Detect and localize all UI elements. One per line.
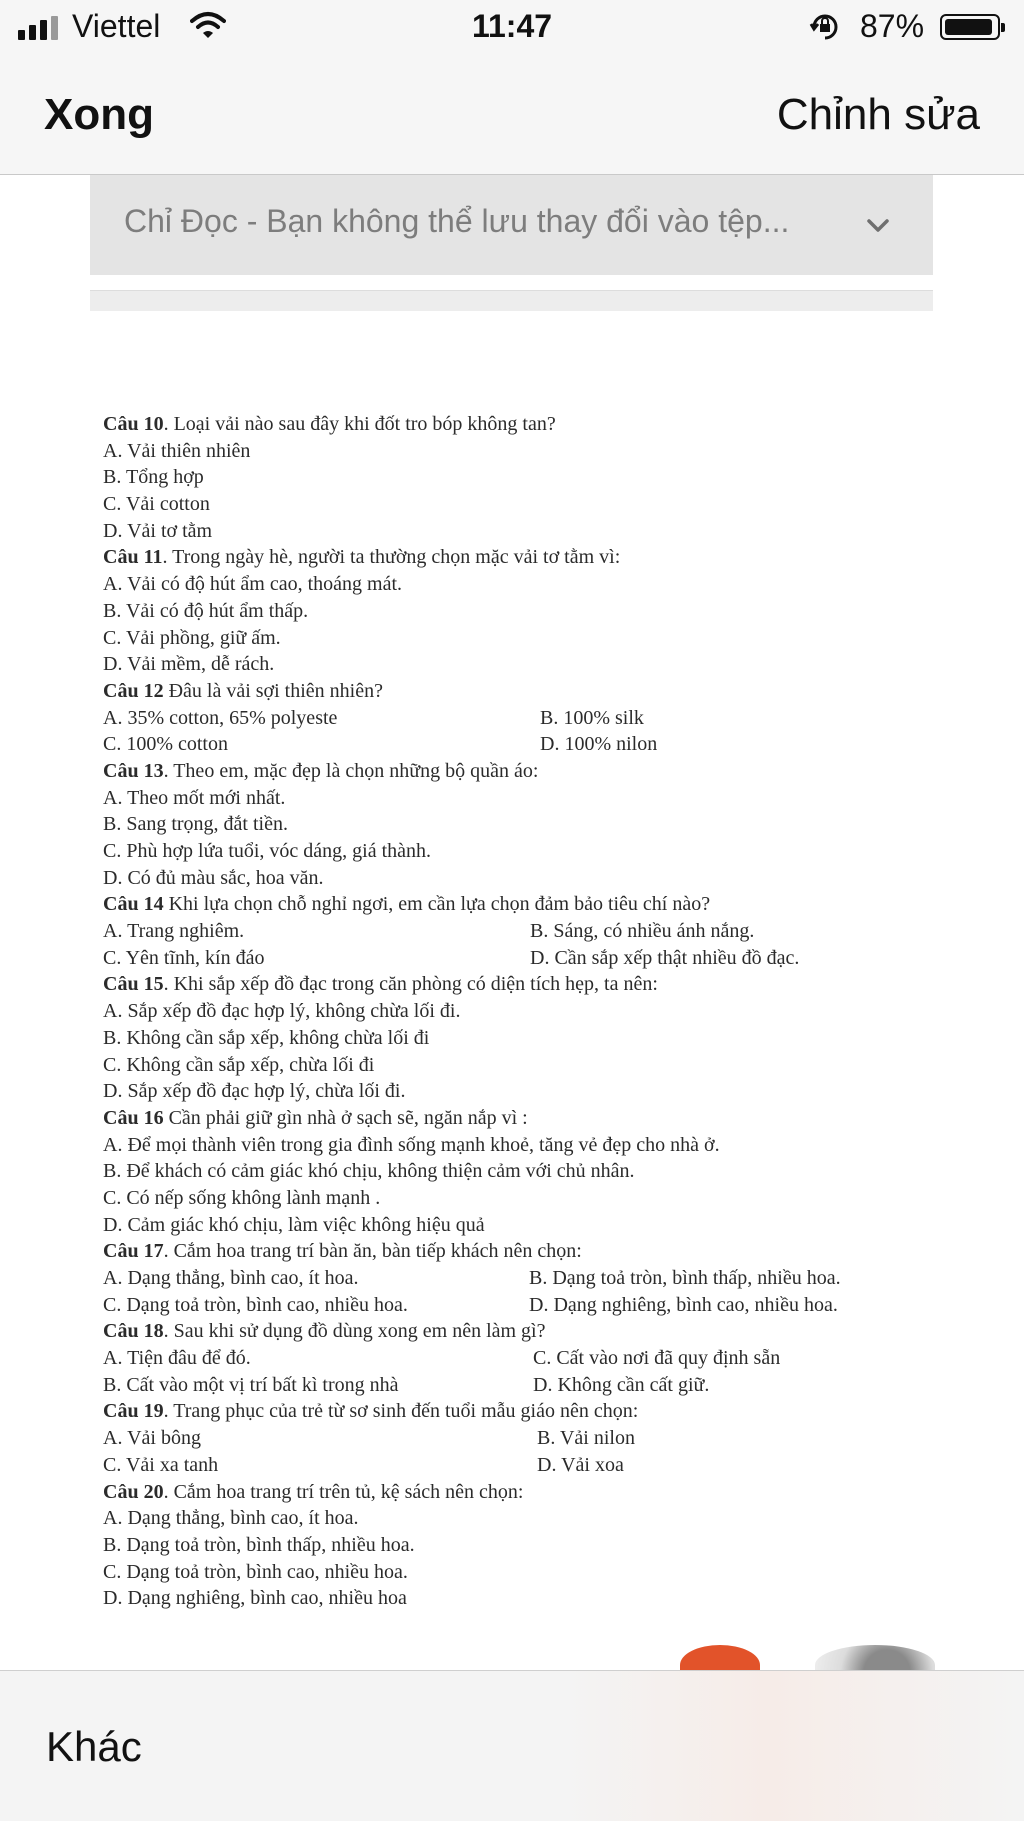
answer-option: B. Dạng toả tròn, bình thấp, nhiều hoa. [103, 1533, 415, 1556]
question-line [103, 891, 923, 918]
question-text: Theo em, mặc đẹp là chọn những bộ quần áo: [173, 759, 539, 782]
answer-row [103, 571, 923, 598]
answer-option: B. Vải có độ hút ẩm thấp. [103, 599, 309, 622]
answer-row [103, 1505, 923, 1532]
bottom-bar [0, 1670, 1024, 1821]
question-text: Khi lựa chọn chỗ nghỉ ngơi, em cần lựa chọn đảm bảo tiêu chí nào? [168, 893, 711, 916]
answer-option: B. Tổng hợp [103, 466, 204, 489]
answer-row [103, 598, 923, 625]
answer-option: A. Vải thiên nhiên [103, 439, 251, 462]
question-number: Câu 13 [103, 759, 164, 782]
answer-option: D. Cảm giác khó chịu, làm việc không hiệu quả [103, 1213, 485, 1236]
answer-row [103, 731, 923, 758]
answer-option: A. Vải có độ hút ẩm cao, thoáng mát. [103, 573, 403, 596]
answer-row [103, 1185, 923, 1212]
answer-row [103, 1132, 923, 1159]
answer-row [103, 1452, 923, 1479]
answer-option: C. Vải cotton [103, 493, 210, 516]
answer-row [103, 1292, 923, 1319]
question-line: Câu 15. Khi sắp xếp đồ đạc trong căn phòng có diện tích hẹp, ta nên: [103, 973, 658, 996]
answer-row [103, 811, 923, 838]
edit-button[interactable]: Chỉnh sửa [776, 90, 980, 139]
answer-option: C. Cất vào nơi đã quy định sẵn [533, 1347, 781, 1370]
answer-row [103, 438, 923, 465]
answer-option: D. Cần sắp xếp thật nhiều đồ đạc. [530, 946, 800, 969]
question-number: Câu 14 [103, 893, 164, 916]
answer-row [103, 1078, 923, 1105]
answer-option: A. Sắp xếp đồ đạc hợp lý, không chừa lối đi. [103, 1000, 461, 1023]
answer-option: A. Trang nghiêm. [103, 920, 245, 943]
answer-option: B. Không cần sắp xếp, không chừa lối đi [103, 1026, 430, 1049]
question-text: Đâu là vải sợi thiên nhiên? [168, 679, 383, 702]
answer-option: B. Để khách có cảm giác khó chịu, không thiện cảm với chủ nhân. [103, 1160, 635, 1183]
question-line: Câu 18. Sau khi sử dụng đồ dùng xong em nên làm gì? [103, 1320, 546, 1343]
answer-row [103, 785, 923, 812]
answer-row [103, 1345, 923, 1372]
rotation-lock-icon [808, 12, 842, 50]
answer-row [103, 945, 923, 972]
question-line: Câu 10. Loại vải nào sau đây khi đốt tro bóp không tan? [103, 413, 556, 435]
question-line: Câu 13. Theo em, mặc đẹp là chọn những bộ quần áo: [103, 759, 539, 782]
answer-row [103, 491, 923, 518]
read-only-banner[interactable] [90, 175, 933, 275]
document-viewer[interactable] [0, 175, 1024, 1669]
question-line: Câu 17. Cắm hoa trang trí bàn ăn, bàn tiếp khách nên chọn: [103, 1240, 582, 1263]
done-button[interactable]: Xong [44, 90, 154, 139]
question-line: Câu 11. Trong ngày hè, người ta thường chọn mặc vải tơ tằm vì: [103, 546, 621, 569]
question-number: Câu 20 [103, 1480, 164, 1503]
answer-row [103, 518, 923, 545]
answer-option: B. 100% silk [540, 706, 644, 729]
question-text: Loại vải nào sau đây khi đốt tro bóp không tan? [173, 413, 556, 435]
question-text: Cần phải giữ gìn nhà ở sạch sẽ, ngăn nắp vì : [168, 1106, 528, 1129]
answer-option: C. Phù hợp lứa tuổi, vóc dáng, giá thành. [103, 840, 432, 862]
carrier-name: Viettel [72, 8, 161, 44]
answer-option: C. Vải phồng, giữ ấm. [103, 626, 281, 649]
document-content [103, 411, 923, 1612]
question-number: Câu 15 [103, 973, 164, 996]
battery-level [945, 19, 992, 35]
answer-option: B. Vải nilon [537, 1427, 635, 1450]
toolbar-strip [90, 290, 933, 311]
clock-time: 11:47 [471, 8, 553, 44]
answer-option: C. Có nếp sống không lành mạnh . [103, 1186, 381, 1209]
answer-row [103, 1559, 923, 1586]
answer-option: C. 100% cotton [103, 733, 228, 756]
answer-option: D. Vải xoa [537, 1453, 624, 1476]
answer-option: C. Dạng toả tròn, bình cao, nhiều hoa. [103, 1560, 408, 1583]
question-number: Câu 12 [103, 679, 164, 702]
question-text: Khi sắp xếp đồ đạc trong căn phòng có diện tích hẹp, ta nên: [173, 973, 658, 996]
answer-row [103, 998, 923, 1025]
answer-option: B. Dạng toả tròn, bình thấp, nhiều hoa. [529, 1267, 841, 1289]
answer-row [103, 1158, 923, 1185]
answer-option: A. Dạng thẳng, bình cao, ít hoa. [103, 1507, 359, 1530]
navigation-bar [0, 56, 1024, 175]
answer-row [103, 1532, 923, 1559]
answer-row [103, 1025, 923, 1052]
answer-option: C. Vải xa tanh [103, 1453, 219, 1476]
answer-option: D. Sắp xếp đồ đạc hợp lý, chừa lối đi. [103, 1080, 406, 1103]
answer-option: B. Sáng, có nhiều ánh nắng. [530, 920, 755, 943]
answer-option: C. Yên tĩnh, kín đáo [103, 946, 265, 969]
answer-row [103, 838, 923, 865]
answer-option: C. Dạng toả tròn, bình cao, nhiều hoa. [103, 1293, 408, 1316]
answer-option: C. Không cần sắp xếp, chừa lối đi [103, 1053, 375, 1076]
question-line [103, 678, 923, 705]
answer-row [103, 705, 923, 732]
answer-option: D. Không cần cất giữ. [533, 1373, 710, 1396]
answer-option: A. Vải bông [103, 1427, 201, 1450]
answer-row [103, 1265, 923, 1292]
other-button[interactable]: Khác [46, 1723, 142, 1770]
battery-icon [940, 14, 1000, 40]
question-text: Sau khi sử dụng đồ dùng xong em nên làm gì? [173, 1320, 546, 1343]
question-line: Câu 20. Cắm hoa trang trí trên tủ, kệ sách nên chọn: [103, 1480, 524, 1503]
question-number: Câu 19 [103, 1400, 164, 1423]
question-number: Câu 17 [103, 1240, 164, 1263]
answer-option: D. Vải mềm, dễ rách. [103, 653, 275, 676]
chevron-down-icon[interactable] [861, 209, 895, 243]
question-line: Câu 19. Trang phục của trẻ từ sơ sinh đến tuổi mẫu giáo nên chọn: [103, 1400, 639, 1423]
answer-row [103, 1585, 923, 1612]
question-number: Câu 16 [103, 1106, 164, 1129]
answer-row [103, 651, 923, 678]
answer-row [103, 1372, 923, 1399]
answer-option: D. Vải tơ tằm [103, 519, 213, 542]
question-line [103, 1105, 923, 1132]
answer-option: A. Tiện đâu để đó. [103, 1347, 251, 1370]
question-text: Cắm hoa trang trí bàn ăn, bàn tiếp khách nên chọn: [173, 1240, 582, 1263]
battery-percent: 87% [860, 8, 925, 44]
answer-option: D. 100% nilon [540, 733, 658, 756]
question-number: Câu 11 [103, 546, 163, 569]
answer-option: D. Dạng nghiêng, bình cao, nhiều hoa [103, 1587, 407, 1610]
question-text: Trang phục của trẻ từ sơ sinh đến tuổi mẫu giáo nên chọn: [173, 1400, 639, 1423]
answer-option: B. Sang trọng, đắt tiền. [103, 813, 288, 836]
answer-row [103, 865, 923, 892]
status-bar [0, 0, 1024, 56]
answer-option: D. Có đủ màu sắc, hoa văn. [103, 866, 324, 889]
answer-row [103, 1052, 923, 1079]
answer-option: A. Dạng thẳng, bình cao, ít hoa. [103, 1267, 359, 1289]
answer-option: D. Dạng nghiêng, bình cao, nhiều hoa. [529, 1293, 838, 1316]
answer-row [103, 625, 923, 652]
answer-row [103, 464, 923, 491]
question-text: Trong ngày hè, người ta thường chọn mặc vải tơ tằm vì: [172, 546, 621, 569]
question-number: Câu 10 [103, 413, 164, 435]
answer-option: A. Để mọi thành viên trong gia đình sống mạnh khoẻ, tăng vẻ đẹp cho nhà ở. [103, 1133, 720, 1156]
answer-option: A. Theo mốt mới nhất. [103, 786, 286, 809]
answer-option: B. Cất vào một vị trí bất kì trong nhà [103, 1373, 399, 1396]
answer-row [103, 1212, 923, 1239]
question-text: Cắm hoa trang trí trên tủ, kệ sách nên chọn: [173, 1480, 524, 1503]
answer-option: A. 35% cotton, 65% polyeste [103, 706, 338, 729]
answer-row [103, 1425, 923, 1452]
question-number: Câu 18 [103, 1320, 164, 1343]
read-only-banner-text: Chỉ Đọc - Bạn không thể lưu thay đổi vào tệp... [124, 203, 790, 239]
answer-row [103, 918, 923, 945]
